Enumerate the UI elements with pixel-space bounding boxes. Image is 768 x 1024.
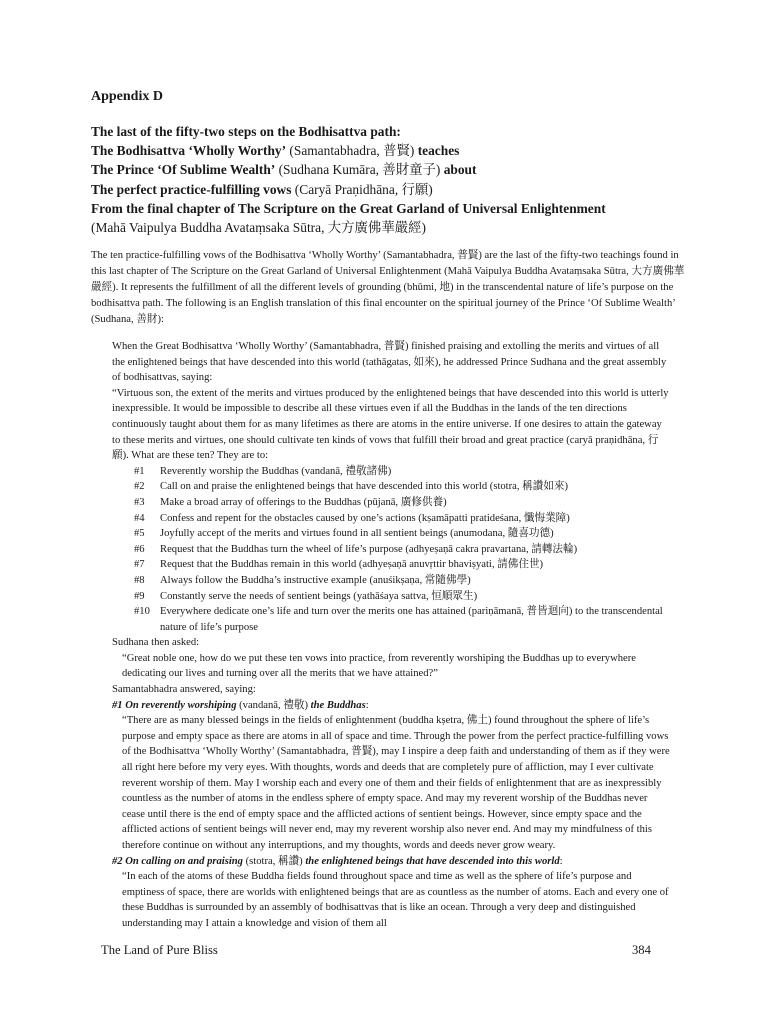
heading-line-6-text: (Mahā Vaipulya Buddha Avataṃsaka Sūtra, 大方廣佛華嚴經) <box>91 220 426 236</box>
vow-text: Make a broad array of offerings to the Buddhas (pūjanā, 廣修供養) <box>160 496 447 508</box>
section-1-object: the Buddhas <box>310 699 366 711</box>
vow-text: Always follow the Buddha’s instructive example (anuśikṣaṇa, 常隨佛學) <box>160 574 471 586</box>
heading-line-3-end: about <box>443 162 477 178</box>
footer-page-number: 384 <box>632 943 651 957</box>
vow-text: Request that the Buddhas turn the wheel of life’s purpose (adhyeṣaṇā cakra pravartana, 請轉法輪) <box>160 543 578 555</box>
heading-line-2-plain: (Samantabhadra, 普賢) <box>286 143 418 159</box>
heading-line-3 <box>91 160 691 179</box>
section-2-term: (stotra, 稱讚) <box>242 855 306 867</box>
section-1-colon: : <box>365 699 369 711</box>
vow-text: Constantly serve the needs of sentient beings (yathāśaya sattva, 恒順眾生) <box>160 590 478 602</box>
heading-line-6 <box>91 218 691 237</box>
heading-line-4 <box>91 180 691 199</box>
vow-item <box>112 573 672 589</box>
vow-text: Joyfully accept of the merits and virtues found in all sentient beings (anumodana, 隨喜功德) <box>160 528 554 540</box>
vow-item <box>112 589 672 605</box>
section-2-object: the enlightened beings that have descended into this world <box>305 855 560 867</box>
vow-text: Reverently worship the Buddhas (vandanā, 禮敬諸佛) <box>160 465 392 477</box>
vow-number: #9 <box>134 590 145 602</box>
vow-item <box>112 495 672 511</box>
paragraph-1: When the Great Bodhisattva ‘Wholly Worthy’ (Samantabhadra, 普賢) finished praising and extolling the merits and virtues of all the enlightened beings that have descended into this world (tathāgatas, 如來), he addressed Prince Sudhana and the great assembly of bodhisattvas, saying: <box>112 341 667 384</box>
section-2-colon: : <box>559 855 563 867</box>
vow-item <box>112 526 672 542</box>
vow-text: Request that the Buddhas remain in this world (adhyeṣaṇā anuvṛttir bhaviṣyati, 請佛住世) <box>160 559 544 571</box>
section-2-title: #2 On calling on and praising <box>112 855 243 867</box>
vow-item <box>112 479 672 495</box>
heading-line-4-bold: The perfect practice-fulfilling vows <box>91 181 292 197</box>
section-1-term: (vandanā, 禮敬) <box>236 699 311 711</box>
vows-list <box>112 464 672 636</box>
vow-number: #3 <box>134 496 145 508</box>
vow-text: Call on and praise the enlightened beings that have descended into this world (stotra, 稱讚如來) <box>160 481 569 493</box>
quote-paragraph-6: “There are as many blessed beings in the fields of enlightenment (buddha kṣetra, 佛土) found throughout the sphere of life’s purpose and empty space as there are atoms in all of space and time. Through the power from the perfect practice-fulfilling vows of the Bodhisattva ‘Wholly Worthy’ (Samantabhadra, 普賢), may I inspire a deep faith and understanding of them as if they were all right here before my very eyes. With thoughts, words and deeds that are completely pure of affliction, may I ever cultivate reverent worship of them. May I worship each and every one of them and their fields of enlightenment that are as inexpressibly countless as the number of atoms in the endless sphere of empty space. And may my reverent worship of the Buddhas never cease until there is the end of empty space and the afflicted actions of sentient beings. However, since empty space and the afflicted actions of sentient beings will never end, may my reverent worship also never end. And may my mindfulness of this therefore continue on without any interruptions, and my thoughts, words and deeds never grow weary. <box>122 715 670 851</box>
vow-item <box>112 511 672 527</box>
vow-text: Everywhere dedicate one’s life and turn over the merits one has attained (pariṇāmanā, 普皆迴向) to the transcendental nature of life’s purpose <box>160 606 663 633</box>
vow-item <box>112 464 672 480</box>
heading-line-5-text: From the final chapter of The Scripture on the Great Garland of Universal Enlightenment <box>91 200 606 216</box>
vow-number: #5 <box>134 528 145 540</box>
vow-number: #8 <box>134 574 145 586</box>
footer-book-title: The Land of Pure Bliss <box>101 943 218 957</box>
chapter-heading <box>91 122 691 237</box>
vow-number: #7 <box>134 559 145 571</box>
vow-number: #1 <box>134 465 145 477</box>
vow-number: #4 <box>134 512 145 524</box>
intro-paragraph: The ten practice-fulfilling vows of the Bodhisattva ‘Wholly Worthy’ (Samantabhadra, 普賢) are the last of the fifty-two teachings found in this last chapter of The Scripture on the Great Garland of Universal Enlightenment (Mahā Vaipulya Buddha Avataṃsaka Sūtra, 大方廣佛華嚴經). It represents the fulfillment of all the different levels of grounding (bhūmi, 地) in the transcendental nature of life’s purpose on the bodhisattva path. The following is an English translation of this final encounter on the spiritual journey of the Prince ‘Of Sublime Wealth’ (Sudhana, 善財): <box>91 250 685 325</box>
quote-paragraph-7: “In each of the atoms of these Buddha fields found throughout space and time as well as the sphere of life’s purpose and emptiness of space, there are worlds with enlightened beings that are as countless as the number of atoms. Each and every one of these Buddhas is surrounded by an assembly of bodhisattvas that is like an ocean. Through a very deep and distinguished understanding may I attain a knowledge and vision of them all <box>122 871 669 929</box>
heading-line-2-end: teaches <box>417 143 460 159</box>
heading-line-3-plain: (Sudhana Kumāra, 善財童子) <box>275 162 444 178</box>
paragraph-5: Samantabhadra answered, saying: <box>112 684 256 696</box>
vow-number: #10 <box>134 606 150 618</box>
vow-text: Confess and repent for the obstacles caused by one’s actions (kṣamāpatti pratideśana, 懺悔業障) <box>160 512 570 524</box>
vow-item <box>112 604 672 635</box>
heading-line-2-bold: The Bodhisattva ‘Wholly Worthy’ <box>91 143 287 159</box>
heading-line-3-bold: The Prince ‘Of Sublime Wealth’ <box>91 162 276 178</box>
vow-number: #6 <box>134 543 145 555</box>
heading-line-5 <box>91 199 691 218</box>
section-heading-2 <box>112 854 672 870</box>
quote-paragraph-4: “Great noble one, how do we put these ten vows into practice, from reverently worshiping the Buddhas up to everywhere dedicating our lives and turning over all the merits that we have attained?” <box>122 652 636 680</box>
heading-line-1 <box>91 122 691 141</box>
heading-line-4-plain: (Caryā Praṇidhāna, 行願) <box>291 181 433 197</box>
vow-item <box>112 557 672 573</box>
section-1-title: #1 On reverently worshiping <box>112 699 237 711</box>
section-heading-1 <box>112 698 672 714</box>
heading-line-1-text: The last of the fifty-two steps on the Bodhisattva path: <box>91 124 401 139</box>
translation-body <box>112 339 672 932</box>
vow-item <box>112 542 672 558</box>
quote-paragraph-2: “Virtuous son, the extent of the merits and virtues produced by the enlightened beings that have descended into this world is utterly inexpressible. It would be impossible to describe all these virtues even if all the Buddhas in the lands of the ten directions continuously taught about them for as many lifetimes as there are atoms in the entire universe. If one desires to attain the gateway to these merits and virtues, one should cultivate ten kinds of vows that fulfill their broad and great practice (caryā praṇidhāna, 行願). What are these ten? They are to: <box>112 387 669 462</box>
appendix-label: Appendix D <box>91 89 163 104</box>
vow-number: #2 <box>134 481 145 493</box>
paragraph-3: Sudhana then asked: <box>112 637 200 649</box>
heading-line-2 <box>91 141 691 160</box>
